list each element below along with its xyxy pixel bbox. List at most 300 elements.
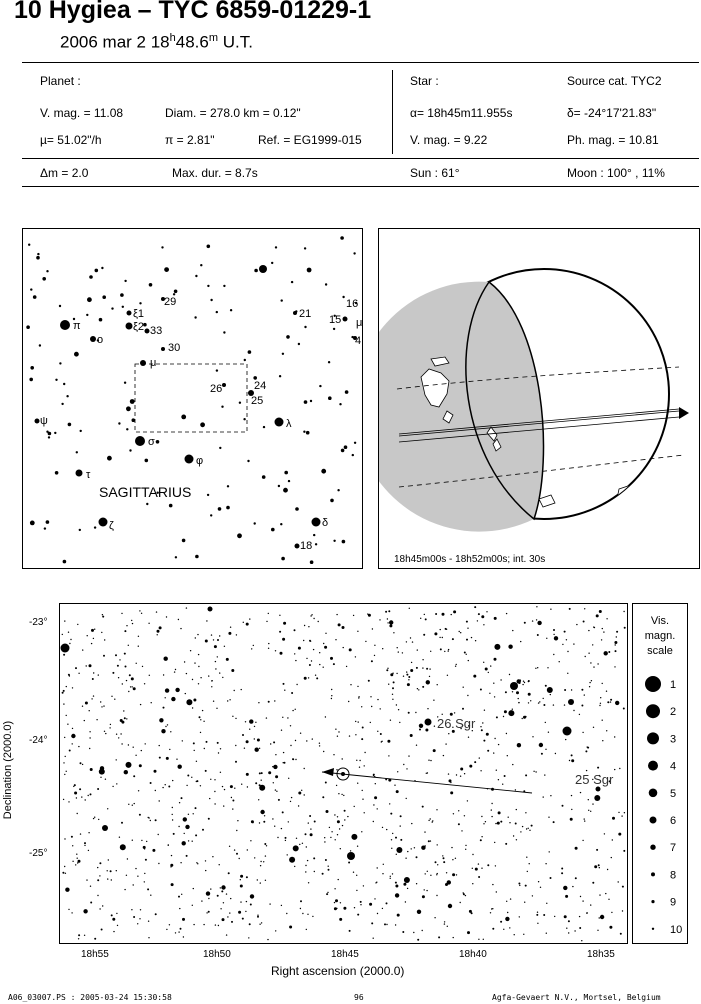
detail-star	[422, 659, 423, 660]
finder-star	[352, 454, 354, 456]
detail-star	[279, 615, 280, 616]
detail-star	[349, 648, 352, 651]
detail-star	[425, 729, 428, 732]
detail-star	[202, 829, 204, 831]
detail-star	[137, 876, 138, 877]
finder-star	[328, 361, 330, 363]
detail-star	[241, 784, 242, 785]
detail-star	[193, 888, 194, 889]
finder-star	[312, 518, 321, 527]
detail-star	[428, 760, 429, 761]
finder-star	[87, 297, 92, 302]
detail-star	[209, 798, 210, 799]
finder-star	[351, 336, 353, 338]
finder-star	[333, 328, 335, 330]
detail-star	[235, 761, 237, 763]
finder-star	[120, 293, 124, 297]
finder-star	[279, 375, 281, 377]
detail-star	[576, 624, 577, 625]
detail-star	[89, 664, 92, 667]
detail-star	[564, 689, 566, 691]
detail-star	[406, 798, 407, 799]
detail-star	[94, 629, 95, 630]
finder-star	[330, 499, 334, 503]
detail-star	[494, 617, 497, 620]
detail-star	[187, 775, 189, 777]
planet-parallax: π = 2.81"	[165, 133, 215, 147]
detail-star	[483, 740, 485, 742]
detail-star	[419, 729, 421, 731]
detail-star	[524, 902, 525, 903]
detail-star	[460, 776, 461, 777]
detail-star	[493, 683, 494, 684]
detail-star	[422, 667, 423, 668]
detail-star	[121, 721, 124, 724]
detail-star	[211, 680, 212, 681]
detail-star	[410, 734, 413, 737]
detail-star	[342, 758, 343, 759]
detail-star	[384, 923, 386, 925]
detail-star	[240, 879, 241, 880]
detail-star	[124, 717, 126, 719]
detail-star	[424, 614, 425, 615]
detail-star	[306, 740, 307, 741]
detail-star	[408, 755, 409, 756]
detail-star	[216, 708, 217, 709]
detail-star	[192, 707, 193, 708]
detail-star	[302, 843, 303, 844]
detail-star	[155, 819, 157, 821]
detail-star	[113, 931, 114, 932]
detail-star	[340, 902, 341, 903]
finder-star	[94, 526, 96, 528]
detail-star	[515, 823, 517, 825]
finder-star	[146, 503, 148, 505]
detail-star	[312, 916, 313, 917]
detail-star	[294, 653, 295, 654]
detail-star	[482, 722, 483, 723]
detail-star	[336, 769, 337, 770]
detail-star	[266, 621, 267, 622]
finder-star	[313, 534, 315, 536]
finder-star	[216, 369, 218, 371]
detail-star	[528, 681, 529, 682]
detail-star	[539, 743, 543, 747]
detail-star	[131, 677, 134, 680]
detail-star	[509, 822, 510, 823]
detail-star	[96, 719, 97, 720]
finder-star	[254, 269, 258, 273]
detail-star	[456, 664, 457, 665]
detail-star	[486, 611, 487, 612]
detail-star	[260, 882, 261, 883]
detail-star	[456, 774, 457, 775]
detail-star	[294, 866, 295, 867]
detail-star	[165, 726, 166, 727]
detail-star	[81, 796, 82, 797]
detail-star	[186, 855, 188, 857]
detail-star	[101, 632, 102, 633]
detail-star	[387, 668, 388, 669]
detail-star	[493, 752, 494, 753]
detail-star	[513, 835, 514, 836]
finder-star	[239, 402, 241, 404]
detail-star	[596, 849, 598, 851]
detail-star	[357, 846, 358, 847]
detail-star	[319, 743, 320, 744]
detail-star	[198, 683, 199, 684]
detail-star	[102, 825, 108, 831]
detail-star	[480, 839, 482, 841]
detail-star	[68, 909, 69, 910]
detail-star	[443, 755, 444, 756]
detail-star	[579, 714, 580, 715]
detail-star	[84, 935, 85, 936]
finder-star	[310, 560, 314, 564]
detail-star	[182, 841, 186, 845]
detail-star	[300, 908, 301, 909]
detail-star	[569, 760, 570, 761]
detail-star	[268, 648, 269, 649]
detail-star	[545, 863, 546, 864]
detail-star	[498, 744, 499, 745]
detail-star	[539, 701, 540, 702]
detail-star	[588, 799, 589, 800]
detail-star	[90, 886, 91, 887]
detail-star	[223, 805, 224, 806]
detail-star	[481, 868, 482, 869]
detail-star	[85, 702, 88, 705]
finder-star	[161, 246, 163, 248]
detail-star	[495, 823, 496, 824]
detail-star	[145, 743, 146, 744]
detail-star	[562, 644, 563, 645]
finder-star	[76, 451, 78, 453]
finder-star	[291, 281, 293, 283]
finder-star	[194, 316, 196, 318]
detail-star	[94, 938, 96, 940]
magnitude-scale-dots	[633, 604, 687, 943]
detail-star	[119, 837, 120, 838]
detail-star	[307, 860, 308, 861]
detail-star	[150, 895, 151, 896]
detail-star	[599, 610, 602, 613]
detail-star	[94, 817, 95, 818]
detail-star	[377, 867, 378, 868]
detail-star	[326, 893, 328, 895]
finder-star	[353, 252, 355, 254]
detail-star	[575, 847, 578, 850]
detail-star	[247, 849, 248, 850]
detail-star	[597, 663, 598, 664]
detail-star	[69, 750, 71, 752]
detail-star	[416, 667, 418, 669]
finder-star	[219, 447, 221, 449]
detail-star	[541, 753, 543, 755]
detail-star	[159, 800, 160, 801]
detail-star	[518, 698, 519, 699]
detail-star	[430, 875, 431, 876]
detail-star	[219, 672, 220, 673]
detail-star	[458, 810, 459, 811]
finder-label-18: 18	[300, 540, 313, 552]
detail-star	[336, 614, 337, 615]
detail-star	[448, 649, 449, 650]
detail-star	[251, 820, 254, 823]
detail-star	[196, 781, 197, 782]
detail-star	[148, 921, 149, 922]
detail-star	[536, 914, 538, 916]
detail-star	[516, 839, 517, 840]
detail-star	[77, 858, 78, 859]
detail-star	[574, 930, 575, 931]
finder-label-xi1: ξ1	[133, 308, 145, 320]
magnitude-scale-dot	[652, 928, 654, 930]
detail-star	[203, 721, 204, 722]
finder-star	[95, 269, 99, 273]
detail-star	[483, 624, 484, 625]
detail-star	[214, 645, 217, 648]
detail-star	[273, 765, 277, 769]
detail-star	[257, 879, 258, 880]
detail-star	[487, 750, 488, 751]
detail-star	[265, 880, 266, 881]
finder-star	[129, 449, 131, 451]
finder-star	[36, 256, 40, 260]
magnitude-scale-title: Vis. magn. scale	[644, 615, 676, 657]
detail-star	[283, 683, 285, 685]
detail-star	[127, 858, 128, 859]
detail-star	[204, 748, 205, 749]
detail-star	[118, 677, 119, 678]
detail-star	[432, 821, 433, 822]
detail-star	[491, 803, 492, 804]
detail-star	[517, 679, 521, 683]
detail-star	[615, 701, 619, 705]
detail-star	[403, 764, 404, 765]
detail-star	[138, 646, 139, 647]
detail-star	[339, 918, 342, 921]
detail-star	[334, 888, 335, 889]
finder-star	[124, 382, 126, 384]
detail-star	[305, 871, 306, 872]
detail-star	[568, 932, 569, 933]
detail-star	[273, 782, 274, 783]
detail-star	[467, 931, 470, 934]
detail-star	[462, 708, 464, 710]
detail-star	[287, 717, 288, 718]
detail-star	[408, 679, 409, 680]
detail-star	[295, 660, 296, 661]
detail-star	[200, 719, 201, 720]
detail-star	[254, 738, 255, 739]
detail-star	[430, 818, 431, 819]
detail-star	[281, 730, 282, 731]
detail-star	[473, 675, 476, 678]
magnitude-scale-dot	[650, 845, 655, 850]
detail-star	[602, 683, 603, 684]
detail-star	[105, 733, 106, 734]
detail-star	[491, 908, 492, 909]
detail-star	[348, 862, 350, 864]
detail-star	[582, 732, 583, 733]
detail-star	[211, 634, 212, 635]
detail-star	[371, 706, 372, 707]
y-axis-label: Declination (2000.0)	[2, 720, 14, 820]
detail-star	[124, 770, 128, 774]
detail-star	[248, 937, 249, 938]
detail-star	[149, 675, 150, 676]
detail-star	[268, 643, 269, 644]
detail-star	[564, 631, 566, 633]
detail-star	[518, 883, 520, 885]
detail-star	[620, 933, 622, 935]
finder-star	[275, 246, 277, 248]
globe-panel	[378, 228, 700, 569]
detail-star	[597, 767, 599, 769]
detail-star	[186, 607, 187, 608]
detail-star	[335, 639, 336, 640]
detail-star	[178, 619, 179, 620]
detail-star	[561, 868, 563, 870]
detail-star	[489, 693, 490, 694]
detail-star	[581, 689, 583, 691]
detail-star	[107, 878, 108, 879]
detail-star	[343, 795, 344, 796]
detail-star	[354, 907, 355, 908]
detail-star	[75, 864, 76, 865]
finder-star	[26, 325, 30, 329]
detail-star	[346, 666, 347, 667]
detail-star	[342, 825, 343, 826]
detail-star	[566, 928, 567, 929]
detail-star	[564, 704, 565, 705]
finder-star	[328, 396, 332, 400]
finder-star	[200, 264, 202, 266]
detail-star	[218, 752, 219, 753]
detail-star	[468, 737, 469, 738]
finder-star	[319, 385, 321, 387]
detail-star	[604, 651, 608, 655]
magnitude-scale-dot	[646, 704, 660, 718]
detail-star	[512, 630, 513, 631]
detail-star	[82, 764, 83, 765]
detail-star	[143, 846, 146, 849]
detail-star	[368, 680, 370, 682]
detail-star	[396, 673, 397, 674]
detail-star	[304, 768, 305, 769]
detail-star	[528, 693, 531, 696]
detail-star	[108, 859, 109, 860]
detail-star	[584, 818, 585, 819]
detail-star	[266, 845, 267, 846]
detail-star	[315, 675, 316, 676]
detail-star	[237, 820, 238, 821]
star-label-25-sgr: 25 Sgr	[575, 772, 614, 787]
detail-star	[261, 772, 263, 774]
detail-star	[128, 744, 129, 745]
detail-star	[510, 898, 511, 899]
detail-star	[417, 688, 418, 689]
detail-star	[392, 673, 393, 674]
detail-star	[195, 637, 196, 638]
info-top-rule	[22, 62, 699, 63]
detail-star	[490, 912, 491, 913]
detail-star	[434, 632, 437, 635]
detail-star	[498, 811, 501, 814]
detail-star	[459, 631, 460, 632]
detail-star	[226, 658, 229, 661]
finder-star	[345, 390, 349, 394]
detail-star	[188, 814, 189, 815]
detail-star	[82, 706, 83, 707]
finder-star	[99, 518, 108, 527]
detail-star	[260, 865, 261, 866]
detail-star	[208, 818, 210, 820]
detail-star	[406, 671, 407, 672]
detail-star	[135, 868, 136, 869]
detail-star	[178, 896, 180, 898]
detail-star	[450, 791, 453, 794]
delta-magnitude: Δm = 2.0	[40, 166, 89, 180]
finder-star	[61, 324, 66, 329]
x-tick-18h55: 18h55	[81, 949, 109, 960]
detail-star	[563, 727, 572, 736]
detail-star	[582, 840, 583, 841]
detail-star	[575, 877, 577, 879]
detail-star	[547, 687, 553, 693]
finder-star	[342, 540, 346, 544]
detail-star	[308, 822, 309, 823]
finder-star	[259, 265, 267, 273]
detail-star	[371, 660, 373, 662]
detail-star	[226, 893, 227, 894]
detail-star	[115, 654, 117, 656]
detail-star	[260, 861, 261, 862]
detail-star	[178, 765, 182, 769]
detail-star	[116, 734, 117, 735]
detail-star	[213, 639, 214, 640]
detail-star	[599, 917, 600, 918]
detail-star	[509, 674, 510, 675]
detail-star	[107, 870, 108, 871]
detail-star	[553, 629, 555, 631]
detail-star	[267, 939, 268, 940]
detail-star	[211, 686, 212, 687]
detail-star	[208, 898, 209, 899]
detail-star	[215, 924, 216, 925]
detail-star	[566, 639, 567, 640]
detail-star	[219, 864, 220, 865]
source-catalog: Source cat. TYC2	[567, 74, 662, 88]
detail-star	[212, 856, 213, 857]
finder-star	[127, 311, 132, 316]
detail-star	[250, 840, 251, 841]
detail-star	[116, 783, 117, 784]
finder-star	[280, 523, 282, 525]
detail-star	[389, 803, 390, 804]
detail-star	[427, 708, 428, 709]
detail-star	[347, 816, 348, 817]
detail-star	[120, 844, 126, 850]
detail-star	[291, 692, 293, 694]
detail-star	[512, 709, 513, 710]
finder-star	[130, 399, 135, 404]
detail-star	[474, 606, 476, 608]
detail-star	[119, 659, 120, 660]
detail-star	[180, 862, 181, 863]
detail-star	[496, 891, 497, 892]
